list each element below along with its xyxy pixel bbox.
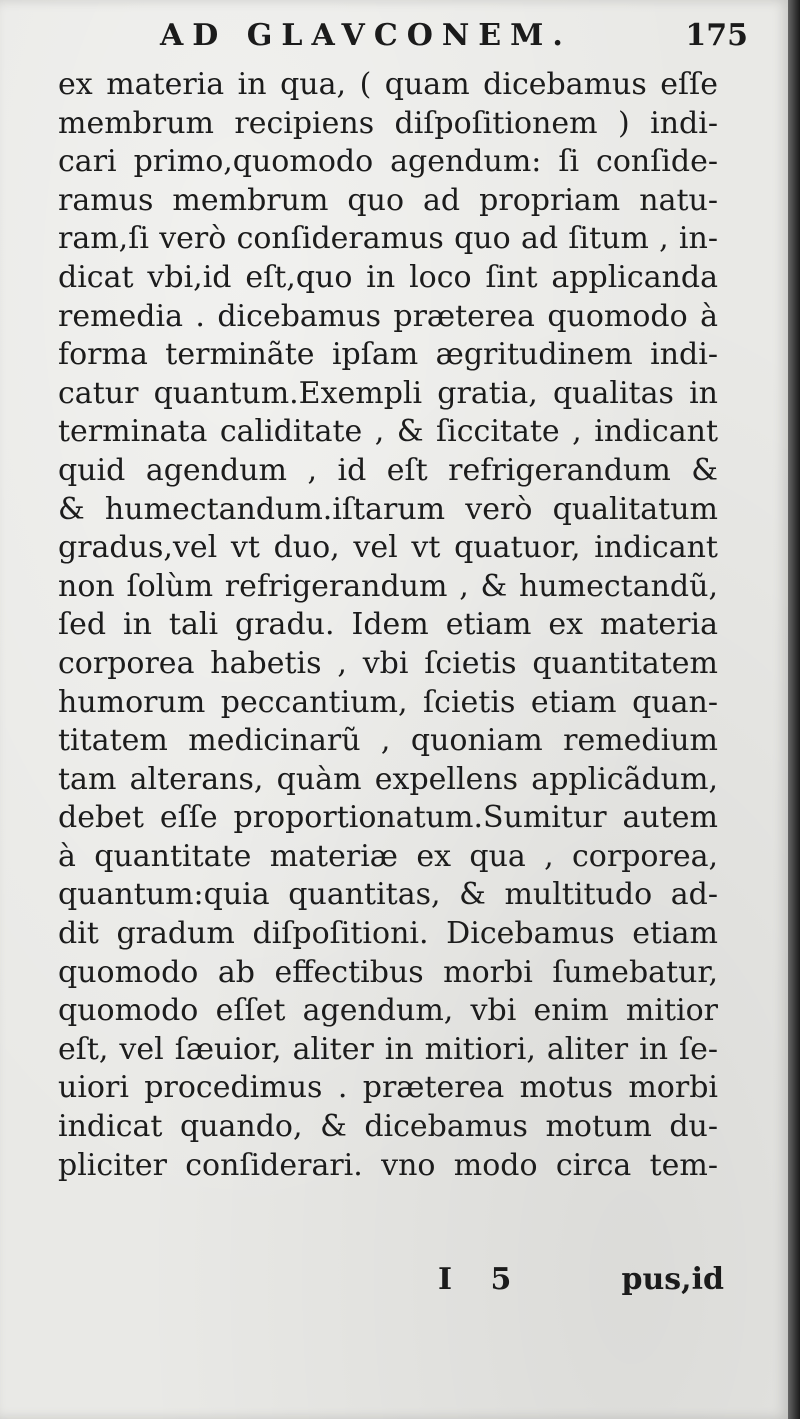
running-head-title: AD GLAVCONEM. bbox=[160, 18, 572, 53]
text-line: titatem medicinarũ , quoniam remedium bbox=[58, 723, 718, 759]
text-line: debet eſſe proportionatum.Sumitur autem bbox=[58, 800, 718, 836]
text-line: quid agendum , id eſt refrigerandum & bbox=[58, 452, 718, 488]
text-line: forma terminãte ipſam ægritudinem indi- bbox=[58, 337, 718, 373]
text-line: pliciter conſiderari. vno modo circa tem- bbox=[58, 1147, 718, 1183]
text-line: membrum recipiens diſpoſitionem ) indi- bbox=[58, 105, 718, 141]
text-line: quomodo ab effectibus morbi ſumebatur, bbox=[58, 954, 718, 990]
catchword: pus,id bbox=[621, 1262, 724, 1297]
text-line: eſt, vel ſæuior, aliter in mitiori, aliter in ſe- bbox=[58, 1031, 718, 1067]
text-line: & humectandum.iſtarum verò qualitatum bbox=[58, 491, 718, 527]
text-line: cari primo,quomodo agendum: ſi conſide- bbox=[58, 144, 718, 180]
text-line: humorum peccantium, ſcietis etiam quan- bbox=[58, 684, 718, 720]
signature-mark: I 5 bbox=[438, 1262, 526, 1297]
text-line: ramus membrum quo ad propriam natu- bbox=[58, 182, 718, 218]
text-line: uiori procedimus . præterea motus morbi bbox=[58, 1070, 718, 1106]
text-line: remedia . dicebamus præterea quomodo à bbox=[58, 298, 718, 334]
text-line: indicat quando, & dicebamus motum du- bbox=[58, 1109, 718, 1145]
text-line: ex materia in qua, ( quam dicebamus eſſe bbox=[58, 67, 718, 102]
text-line: à quantitate materiæ ex qua , corporea, bbox=[58, 838, 718, 874]
text-line: ſed in tali gradu. Idem etiam ex materia bbox=[58, 607, 718, 643]
body-text bbox=[58, 66, 718, 1185]
text-line: quantum:quia quantitas, & multitudo ad- bbox=[58, 877, 718, 913]
text-line: dit gradum diſpoſitioni. Dicebamus etiam bbox=[58, 916, 718, 952]
text-line: ram,ſi verò conſideramus quo ad ſitum , in- bbox=[58, 221, 718, 257]
page-footer bbox=[0, 1262, 790, 1312]
text-line: gradus,vel vt duo, vel vt quatuor, indicant bbox=[58, 530, 718, 566]
text-line: quomodo eſſet agendum, vbi enim mitior bbox=[58, 993, 718, 1029]
page-number: 175 bbox=[685, 18, 748, 53]
text-line: terminata caliditate , & ſiccitate , indicant bbox=[58, 414, 718, 450]
text-line: corporea habetis , vbi ſcietis quantitatem bbox=[58, 645, 718, 681]
running-head bbox=[0, 14, 790, 58]
text-line: catur quantum.Exempli gratia, qualitas in bbox=[58, 375, 718, 411]
text-line: non ſolùm refrigerandum , & humectandũ, bbox=[58, 568, 718, 604]
scan-dark-edge bbox=[788, 0, 800, 1419]
text-line: dicat vbi,id eſt,quo in loco ſint applicanda bbox=[58, 259, 718, 295]
text-line: tam alterans, quàm expellens applicãdum, bbox=[58, 761, 718, 797]
